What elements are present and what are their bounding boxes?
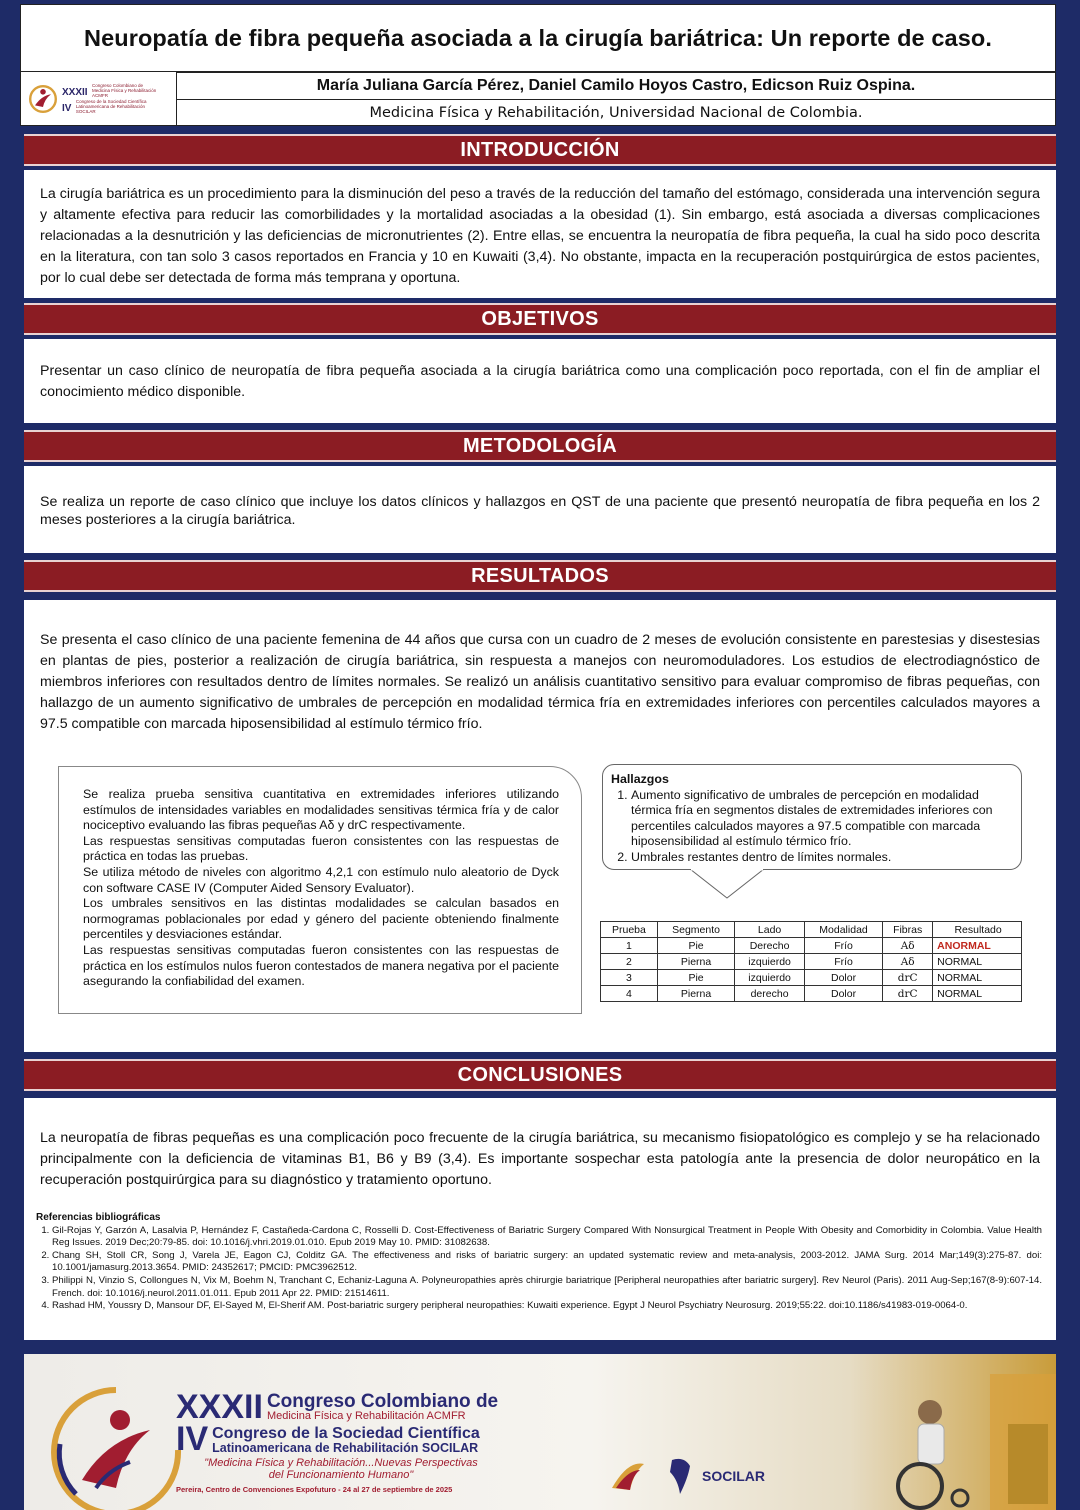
table-cell: Pie	[657, 970, 734, 986]
references	[36, 1212, 1042, 1313]
method-line: Las respuestas sensitivas computadas fueron consistentes con las respuestas de práctica en los estímulos nulos fueron contestados de manera negativa por el paciente asegurando la confiabilidad del examen.	[83, 942, 559, 989]
results-table	[600, 921, 1022, 1002]
table-cell: Frío	[804, 938, 882, 954]
footer-place: Pereira, Centro de Convenciones Expofuturo - 24 al 27 de septiembre de 2025	[176, 1485, 453, 1494]
method-box	[58, 766, 582, 1014]
logo-sub-1: Congreso Colombiano de Medicina Física y Rehabilitación ACMFR	[92, 82, 157, 98]
table-header: Resultado	[933, 922, 1022, 938]
reference-item: 3. Philippi N, Vinzio S, Collongues N, Vix M, Boehm N, Tranchant C, Echaniz-Laguna A. Polyneuropathies après chirurgie bariatrique [Peripheral neuropathies after bariatric surgery]. Rev Neurol (Paris). 2011 Aug-Sep;167(8-9):607-14. French. doi: 10.1016/j.neurol.2011.01.011. Epub 2011 Apr 22. PMID: 21514611.	[52, 1275, 1042, 1300]
footer-roman-1: XXXII	[176, 1388, 263, 1426]
footer-socilar: SOCILAR	[702, 1468, 765, 1484]
objetivos-text: Presentar un caso clínico de neuropatía de fibra pequeña asociada a la cirugía bariátrica como una complicación poco reportada, con el fin de ampliar el conocimiento médico disponible.	[40, 363, 1040, 400]
table-cell: Pierna	[657, 986, 734, 1002]
table-cell: Dolor	[804, 970, 882, 986]
table-header-row	[601, 922, 1022, 938]
footer-congreso-2: Congreso de la Sociedad Científica	[212, 1424, 480, 1442]
affiliation: Medicina Física y Rehabilitación, Universidad Nacional de Colombia.	[176, 100, 1056, 126]
objetivos-section	[24, 339, 1056, 423]
table-row	[601, 954, 1022, 970]
table-cell: Aδ	[883, 954, 933, 970]
intro-section	[24, 170, 1056, 298]
table-cell: Dolor	[804, 986, 882, 1002]
conclusiones-text: La neuropatía de fibras pequeñas es una complicación poco frecuente de la cirugía bariátrica, su mecanismo fisiopatológico es complejo y se ha relacionado principalmente con la deficiencia de vitaminas B1, B6 y B9 (3,4). Es importante sospechar esta patología ante la presencia de dolor neuropático en la recuperación postquirúrgica para su diagnóstico y tratamiento oportuno.	[40, 1130, 1040, 1188]
hallazgo-item: 2. Umbrales restantes dentro de límites normales.	[631, 850, 1011, 866]
hallazgo-item: 1. Aumento significativo de umbrales de percepción en modalidad térmica fría en segmentos distales de extremidades inferiores con percentiles calculados mayores a 97.5 compatible con marcada hiposensibilidad al estímulo térmico frío.	[631, 788, 1011, 850]
footer-slogan-2: del Funcionamiento Humano"	[268, 1469, 414, 1481]
table-cell: 2	[601, 954, 658, 970]
poster-title: Neuropatía de fibra pequeña asociada a la cirugía bariátrica: Un reporte de caso.	[84, 24, 992, 51]
reference-item: 4. Rashad HM, Youssry D, Mansour DF, El-Sayed M, El-Sherif AM. Post-bariatric surgery peripheral neuropathies: Kuwaiti experience. Egypt J Neurol Psychiatry Neurosurg. 2019;55:22. doi:10.1186/s41983-019-0064-0.	[52, 1300, 1042, 1313]
authors: María Juliana García Pérez, Daniel Camilo Hoyos Castro, Edicson Ruiz Ospina.	[176, 72, 1056, 100]
table-cell: NORMAL	[933, 986, 1022, 1002]
references-heading: Referencias bibliográficas	[36, 1212, 161, 1223]
table-header: Modalidad	[804, 922, 882, 938]
metodologia-text: Se realiza un reporte de caso clínico que incluye los datos clínicos y hallazgos en QST de una paciente que presentó neuropatía de fibra pequeña en los 2 meses posteriores a la cirugía bariátrica.	[40, 494, 1040, 528]
table-header: Fibras	[883, 922, 933, 938]
reference-item: 2. Chang SH, Stoll CR, Song J, Varela JE, Eagon CJ, Colditz GA. The effectiveness and risks of bariatric surgery: an updated systematic review and meta-analysis, 2003-2012. JAMA Surg. 2014 Mar;149(3):275-87. doi: 10.1001/jamasurg.2013.3654. PMID: 24352617; PMCID: PMC3962512.	[52, 1250, 1042, 1275]
table-cell: drC	[883, 986, 933, 1002]
intro-heading: INTRODUCCIÓN	[24, 134, 1056, 166]
wing-logo-icon	[608, 1458, 648, 1494]
footer-medicina: Medicina Física y Rehabilitación ACMFR	[266, 1410, 466, 1422]
footer-congreso-1: Congreso Colombiano de	[266, 1391, 499, 1412]
table-cell: 3	[601, 970, 658, 986]
table-header: Prueba	[601, 922, 658, 938]
method-line: Los umbrales sensitivos en las distintas modalidades se calculan basados en normogramas poblacionales por edad y género del paciente obteniendo finalmente percentiles y desviaciones estándar.	[83, 896, 559, 942]
wheelchair-illustration-icon	[860, 1374, 1056, 1510]
logo-roman-1: XXXII	[62, 86, 88, 98]
title-box	[20, 4, 1056, 72]
footer-partner-logos	[608, 1456, 765, 1496]
conclusiones-heading: CONCLUSIONES	[24, 1059, 1056, 1091]
table-header: Lado	[735, 922, 805, 938]
table-cell: Pierna	[657, 954, 734, 970]
footer-slogan-1: "Medicina Física y Rehabilitación...Nuevas Perspectivas	[204, 1457, 478, 1469]
metodologia-heading: METODOLOGÍA	[24, 430, 1056, 462]
hallazgos-bubble	[602, 764, 1022, 870]
resultados-heading: RESULTADOS	[24, 560, 1056, 592]
table-cell-abnormal: ANORMAL	[933, 938, 1022, 954]
logo-roman-2: IV	[62, 102, 72, 114]
hallazgos-heading: Hallazgos	[611, 772, 669, 786]
footer-banner	[24, 1354, 1056, 1510]
table-cell: Derecho	[735, 938, 805, 954]
logo-sub-2: Congreso de la Sociedad Científica Latinoamericana de Rehabilitación SOCILAR	[75, 98, 147, 114]
congress-emblem-icon	[27, 82, 59, 116]
method-line: Se realiza prueba sensitiva cuantitativa en extremidades inferiores utilizando estímulos de intensidades variables en modalidades sensitivas térmica fría y de calor nociceptivo evaluando las fibras pequeñas Aδ y drC respectivamente.	[83, 787, 559, 833]
resultados-text: Se presenta el caso clínico de una paciente femenina de 44 años que cursa con un cuadro de 2 meses de evolución consistente en parestesias y disestesias en plantas de pies, posterior a realización de cirugía bariátrica, sin respuesta a manejos con neuromoduladores. Los estudios de electrodiagnóstico de miembros inferiores con resultados dentro de límites normales. Se realizó un análisis cuantitativo sensitivo para evaluar compromiso de fibras pequeñas, con hallazgo de un aumento significativo de umbrales de percepción en modalidad térmica fría en extremidades inferiores con percentiles calculados mayores a 97.5 compatible con marcada hiposensibilidad al estímulo térmico frío.	[40, 632, 1040, 732]
table-cell: derecho	[735, 986, 805, 1002]
table-cell: Aδ	[883, 938, 933, 954]
method-line: Las respuestas sensitivas computadas fueron consistentes con las respuestas de práctica en todas las pruebas.	[83, 833, 559, 864]
table-cell: NORMAL	[933, 954, 1022, 970]
footer-latino: Latinoamericana de Rehabilitación SOCILAR	[212, 1440, 479, 1455]
table-row	[601, 938, 1022, 954]
table-cell: 1	[601, 938, 658, 954]
table-header: Segmento	[657, 922, 734, 938]
method-line: Se utiliza método de niveles con algoritmo 4,2,1 con estímulo nulo aleatorio de Dyck con software CASE IV (Computer Aided Sensory Evaluator).	[83, 864, 559, 895]
congress-emblem-icon	[46, 1384, 186, 1510]
footer-congress-text	[176, 1388, 506, 1494]
bubble-tail-icon	[690, 869, 764, 899]
table-cell: Frío	[804, 954, 882, 970]
table-cell: drC	[883, 970, 933, 986]
table-cell: 4	[601, 986, 658, 1002]
table-row	[601, 986, 1022, 1002]
metodologia-section	[24, 466, 1056, 553]
table-cell: Pie	[657, 938, 734, 954]
intro-text: La cirugía bariátrica es un procedimiento para la disminución del peso a través de la reducción del tamaño del estómago, considerada una intervención segura y altamente efectiva para reducir las comorbilidades y la mortalidad asociadas a la obesidad (1). Sin embargo, está asociada a diversas complicaciones relacionadas a la desnutrición y las deficiencias de micronutrientes (2). Entre ellas, se encuentra la neuropatía de fibra pequeña, la cual ha sido poco descrita en la literatura, con tan solo 3 casos reportados en Francia y 10 en Kuwaiti (3,4). No obstante, impacta en la recuperación postquirúrgica de estos pacientes, por lo cual debe ser detectada de forma más temprana y oportuna.	[40, 186, 1040, 286]
congress-logo-small	[20, 72, 176, 126]
table-cell: izquierdo	[735, 970, 805, 986]
reference-item: 1. Gil-Rojas Y, Garzón A, Lasalvia P, Hernández F, Castañeda-Cardona C, Rosselli D. Cost-Effectiveness of Bariatric Surgery Compared With Nonsurgical Treatment in People With Obesity and Comorbidity in Colombia. Value Health Reg Issues. 2019 Dec;20:79-85. doi: 10.1016/j.vhri.2019.01.010. Epub 2019 May 10. PMID: 31082638.	[52, 1225, 1042, 1250]
table-cell: izquierdo	[735, 954, 805, 970]
footer-roman-2: IV	[176, 1420, 209, 1458]
table-row	[601, 970, 1022, 986]
objetivos-heading: OBJETIVOS	[24, 303, 1056, 335]
table-cell: NORMAL	[933, 970, 1022, 986]
socilar-map-icon	[666, 1456, 696, 1496]
